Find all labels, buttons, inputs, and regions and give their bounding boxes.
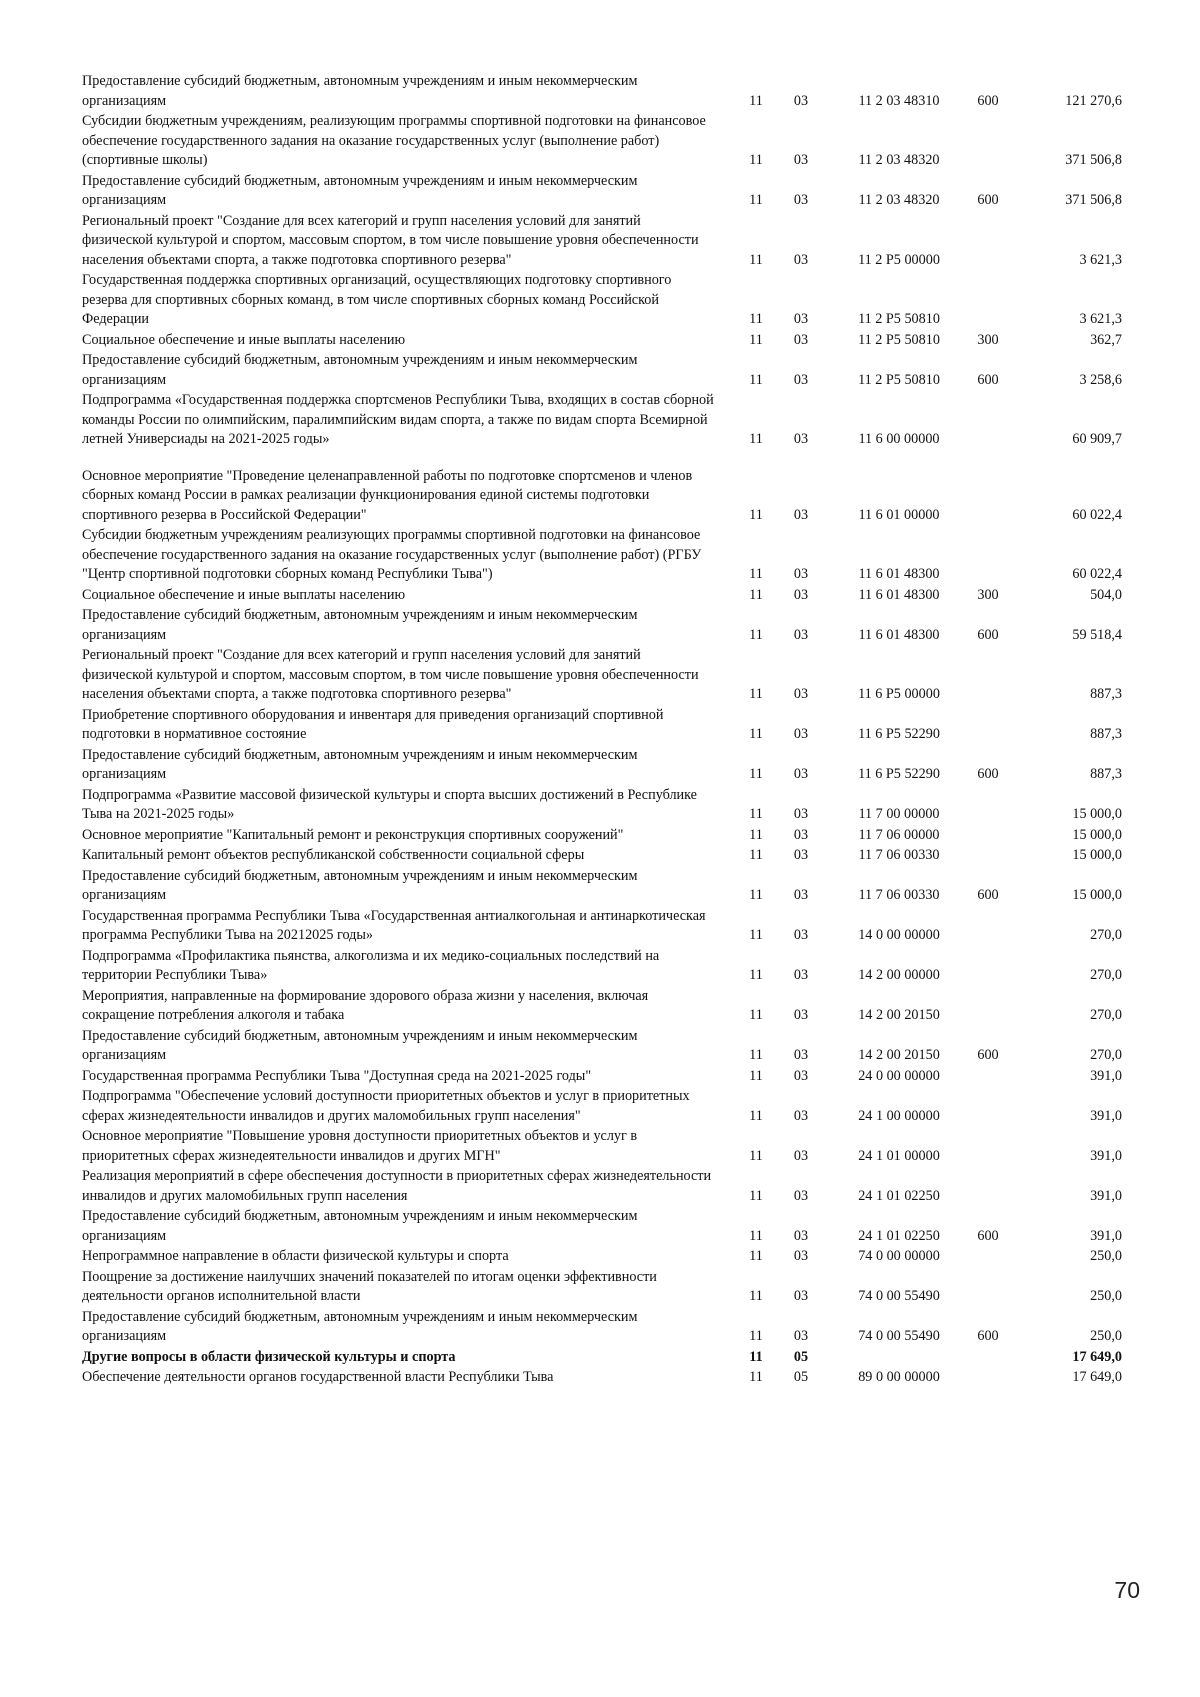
table-row <box>82 271 1130 331</box>
row-section-code: 11 <box>749 1328 763 1344</box>
row-expense-type-code: 300 <box>977 586 999 603</box>
row-target-article-code: 74 0 00 55490 <box>858 1288 940 1304</box>
row-description: Социальное обеспечение и иные выплаты населению <box>82 331 406 348</box>
table-row <box>82 172 1130 212</box>
row-amount: 15 000,0 <box>1072 826 1122 843</box>
row-expense-type-code: 600 <box>977 192 999 208</box>
row-section-code: 11 <box>749 826 763 843</box>
row-target-article-code: 11 2 03 48320 <box>858 192 940 208</box>
row-description: Основное мероприятие "Повышение уровня доступности приоритетных объектов и услуг в приоритетных сферах жизнедеятельности инвалидов и других МГН" <box>82 1128 638 1164</box>
row-description: Капитальный ремонт объектов республиканской собственности социальной сферы <box>82 847 585 863</box>
row-target-article-code: 14 2 00 00000 <box>858 967 940 983</box>
table-row <box>82 947 1130 987</box>
row-subsection-code: 03 <box>793 1107 809 1124</box>
row-description: Социальное обеспечение и иные выплаты населению <box>82 586 406 603</box>
row-expense-type-code <box>958 1348 1018 1369</box>
row-expense-type-code <box>958 1268 1018 1308</box>
row-amount: 887,3 <box>1090 726 1122 742</box>
row-subsection-code: 03 <box>793 1067 809 1084</box>
table-row <box>82 1268 1130 1308</box>
row-description: Мероприятия, направленные на формирование здорового образа жизни у населения, включая сокращение потребления алкоголя и табака <box>82 987 649 1023</box>
row-expense-type-code <box>958 1087 1018 1127</box>
row-section-code: 11 <box>749 626 763 643</box>
row-expense-type-code: 600 <box>977 887 999 903</box>
row-expense-type-code <box>958 1247 1018 1268</box>
row-subsection-code: 03 <box>793 371 809 388</box>
row-amount: 270,0 <box>1090 967 1122 983</box>
row-amount: 270,0 <box>1090 1007 1122 1023</box>
row-subsection-code: 03 <box>793 806 809 822</box>
row-subsection-code: 03 <box>793 566 809 582</box>
table-row <box>82 72 1130 112</box>
row-section-code: 11 <box>749 927 763 943</box>
row-expense-type-code: 600 <box>977 1227 999 1244</box>
row-amount: 391,0 <box>1090 1147 1122 1164</box>
row-description: Подпрограмма «Государственная поддержка спортсменов Республики Тыва, входящих в состав сборной команды России по олимпийским, паралимпийским видам спорта, а также по видам спорта Всемирной летней Универсиады на 2021-2025 годы» <box>82 392 714 447</box>
row-amount: 60 022,4 <box>1072 566 1122 582</box>
row-section-code: 11 <box>749 506 763 523</box>
row-subsection-code: 03 <box>793 431 809 447</box>
row-target-article-code: 11 2 P5 50810 <box>858 371 940 388</box>
row-target-article-code: 14 2 00 20150 <box>858 1007 940 1023</box>
row-subsection-code: 03 <box>793 1328 809 1344</box>
row-amount: 17 649,0 <box>1072 1369 1122 1385</box>
row-description: Предоставление субсидий бюджетным, автономным учреждениям и иным некоммерческим организациям <box>82 746 638 782</box>
row-section-code: 11 <box>749 967 763 983</box>
row-target-article-code: 74 0 00 00000 <box>858 1248 940 1264</box>
row-amount: 504,0 <box>1090 586 1122 603</box>
row-amount: 371 506,8 <box>1065 152 1122 168</box>
row-description: Предоставление субсидий бюджетным, автономным учреждениям и иным некоммерческим организациям <box>82 867 638 903</box>
row-amount: 15 000,0 <box>1072 887 1122 903</box>
row-target-article-code: 24 1 01 02250 <box>858 1227 940 1244</box>
row-description: Подпрограмма "Обеспечение условий доступности приоритетных объектов и услуг в приоритетных сферах жизнедеятельности инвалидов и других маломобильных групп населения" <box>82 1088 690 1124</box>
row-subsection-code: 03 <box>793 1248 809 1264</box>
row-section-code: 11 <box>749 1107 763 1124</box>
table-row <box>82 586 1130 607</box>
row-subsection-code: 05 <box>793 1369 809 1385</box>
row-target-article-code: 11 7 06 00330 <box>858 887 940 903</box>
row-section-code: 11 <box>749 92 763 109</box>
row-section-code: 11 <box>749 1187 763 1204</box>
row-subsection-code: 03 <box>793 1187 809 1204</box>
row-section-code: 11 <box>749 311 763 327</box>
row-expense-type-code: 600 <box>977 371 999 388</box>
table-row <box>82 212 1130 272</box>
table-row <box>82 331 1130 352</box>
row-description: Региональный проект "Создание для всех категорий и групп населения условий для занятий физической культурой и спортом, массовым спортом, в том числе повышение уровня обеспеченности населения объектами спорта, а также подготовка спортивного резерва" <box>82 212 699 268</box>
row-target-article-code: 11 2 03 48310 <box>858 92 940 109</box>
row-target-article-code: 11 6 01 00000 <box>858 506 940 523</box>
table-row <box>82 987 1130 1027</box>
row-amount: 270,0 <box>1090 1047 1122 1063</box>
row-subsection-code: 03 <box>793 726 809 742</box>
row-target-article-code: 11 7 06 00330 <box>858 847 940 863</box>
row-section-code: 11 <box>749 1147 763 1164</box>
row-expense-type-code: 600 <box>977 92 999 109</box>
row-target-article-code: 11 2 P5 00000 <box>858 251 940 268</box>
row-expense-type-code <box>958 706 1018 746</box>
row-subsection-code: 03 <box>793 92 809 109</box>
row-target-article-code: 11 2 03 48320 <box>858 152 940 168</box>
row-amount: 362,7 <box>1090 331 1122 348</box>
row-description: Предоставление субсидий бюджетным, автономным учреждениям и иным некоммерческим организациям <box>82 352 638 388</box>
row-section-code: 11 <box>749 1067 763 1084</box>
row-section-code: 11 <box>749 806 763 822</box>
table-row <box>82 1127 1130 1167</box>
row-target-article-code: 14 0 00 00000 <box>858 927 940 943</box>
row-description: Приобретение спортивного оборудования и инвентаря для приведения организаций спортивной подготовки в нормативное состояние <box>82 706 664 742</box>
row-section-code: 11 <box>749 431 763 447</box>
row-section-code: 11 <box>749 847 763 863</box>
row-amount: 391,0 <box>1090 1187 1122 1204</box>
table-row <box>82 646 1130 706</box>
row-section-code: 11 <box>749 586 763 603</box>
row-amount: 17 649,0 <box>1072 1348 1122 1365</box>
table-row <box>82 1247 1130 1268</box>
row-subsection-code: 03 <box>793 826 809 843</box>
row-expense-type-code <box>958 826 1018 847</box>
row-expense-type-code <box>958 112 1018 172</box>
row-subsection-code: 03 <box>793 152 809 168</box>
table-row <box>82 706 1130 746</box>
row-subsection-code: 03 <box>793 766 809 782</box>
row-target-article-code: 89 0 00 00000 <box>858 1369 940 1385</box>
budget-table <box>82 72 1130 1389</box>
row-amount: 3 258,6 <box>1079 371 1122 388</box>
row-subsection-code: 03 <box>793 331 809 348</box>
row-target-article-code: 11 7 00 00000 <box>858 806 940 822</box>
row-description: Субсидии бюджетным учреждениям, реализующим программы спортивной подготовки на финансовое обеспечение государственного задания на оказание государственных услуг (выполнение работ) (спортивные школы) <box>82 113 706 168</box>
table-row <box>82 907 1130 947</box>
table-row <box>82 351 1130 391</box>
row-description: Обеспечение деятельности органов государственной власти Республики Тыва <box>82 1369 554 1385</box>
row-target-article-code: 14 2 00 20150 <box>858 1047 940 1063</box>
table-row <box>82 112 1130 172</box>
row-target-article-code: 11 6 P5 52290 <box>858 726 940 742</box>
row-description: Непрограммное направление в области физической культуры и спорта <box>82 1248 509 1264</box>
row-subsection-code: 03 <box>793 1007 809 1023</box>
row-description: Основное мероприятие "Капитальный ремонт и реконструкция спортивных сооружений" <box>82 826 624 843</box>
row-subsection-code: 03 <box>793 1147 809 1164</box>
row-description: Подпрограмма «Развитие массовой физической культуры и спорта высших достижений в Республике Тыва на 2021-2025 годы» <box>82 786 697 822</box>
row-subsection-code: 05 <box>793 1348 809 1365</box>
row-target-article-code: 11 2 P5 50810 <box>858 311 940 327</box>
row-target-article-code: 11 2 P5 50810 <box>858 331 940 348</box>
table-row <box>82 1087 1130 1127</box>
row-section-code: 11 <box>749 1227 763 1244</box>
table-row <box>82 606 1130 646</box>
row-subsection-code: 03 <box>793 586 809 603</box>
row-target-article-code: 11 6 01 48300 <box>858 586 940 603</box>
row-expense-type-code <box>958 451 1018 527</box>
table-row <box>82 1067 1130 1088</box>
row-subsection-code: 03 <box>793 847 809 863</box>
row-subsection-code: 03 <box>793 1227 809 1244</box>
row-amount: 59 518,4 <box>1072 626 1122 643</box>
row-section-code: 11 <box>749 1248 763 1264</box>
row-target-article-code: 11 7 06 00000 <box>858 826 940 843</box>
table-row <box>82 451 1130 527</box>
row-expense-type-code <box>958 271 1018 331</box>
page-number: 70 <box>1114 1577 1140 1603</box>
row-section-code: 11 <box>749 887 763 903</box>
row-expense-type-code <box>958 1368 1018 1389</box>
table-row <box>82 846 1130 867</box>
row-subsection-code: 03 <box>793 1288 809 1304</box>
row-amount: 121 270,6 <box>1065 92 1122 109</box>
row-expense-type-code <box>958 987 1018 1027</box>
row-target-article-code: 11 6 01 48300 <box>858 626 940 643</box>
row-amount: 60 022,4 <box>1072 506 1122 523</box>
row-section-code: 11 <box>749 1369 763 1385</box>
row-amount: 15 000,0 <box>1072 806 1122 822</box>
row-description: Государственная программа Республики Тыва "Доступная среда на 2021-2025 годы" <box>82 1067 592 1084</box>
row-amount: 391,0 <box>1090 1067 1122 1084</box>
row-amount: 887,3 <box>1090 766 1122 782</box>
row-target-article-code: 74 0 00 55490 <box>858 1328 940 1344</box>
row-amount: 250,0 <box>1090 1288 1122 1304</box>
row-expense-type-code: 600 <box>977 766 999 782</box>
row-amount: 371 506,8 <box>1065 192 1122 208</box>
row-amount: 250,0 <box>1090 1328 1122 1344</box>
table-row <box>82 526 1130 586</box>
row-subsection-code: 03 <box>793 1047 809 1063</box>
row-amount: 15 000,0 <box>1072 847 1122 863</box>
row-section-code: 11 <box>749 1348 763 1365</box>
row-amount: 270,0 <box>1090 927 1122 943</box>
row-description: Реализация мероприятий в сфере обеспечения доступности в приоритетных сферах жизнедеятельности инвалидов и других маломобильных групп населения <box>82 1168 712 1204</box>
table-row <box>82 1207 1130 1247</box>
row-expense-type-code: 600 <box>977 626 999 643</box>
row-subsection-code: 03 <box>793 251 809 268</box>
row-description: Региональный проект "Создание для всех категорий и групп населения условий для занятий физической культурой и спортом, массовым спортом, в том числе повышение уровня обеспеченности населения объектами спорта, а также подготовка спортивного резерва" <box>82 647 699 702</box>
row-section-code: 11 <box>749 1047 763 1063</box>
row-subsection-code: 03 <box>793 927 809 943</box>
row-description: Государственная программа Республики Тыва «Государственная антиалкогольная и антинаркотическая программа Республики Тыва на 20212025 годы» <box>82 907 706 943</box>
row-expense-type-code <box>958 846 1018 867</box>
row-description: Государственная поддержка спортивных организаций, осуществляющих подготовку спортивного резерва для спортивных сборных команд, в том числе спортивных сборных команд Российской Федерации <box>82 272 672 327</box>
row-section-code: 11 <box>749 566 763 582</box>
row-description: Предоставление субсидий бюджетным, автономным учреждениям и иным некоммерческим организациям <box>82 73 638 109</box>
table-row <box>82 1027 1130 1067</box>
row-expense-type-code: 600 <box>977 1047 999 1063</box>
table-row <box>82 826 1130 847</box>
row-section-code: 11 <box>749 371 763 388</box>
row-amount: 391,0 <box>1090 1107 1122 1124</box>
row-description: Другие вопросы в области физической культуры и спорта <box>82 1348 456 1365</box>
table-row <box>82 786 1130 826</box>
row-subsection-code: 03 <box>793 311 809 327</box>
row-description: Основное мероприятие "Проведение целенаправленной работы по подготовке спортсменов и членов сборных команд России в рамках реализации функционирования единой системы подготовки спортивного резерва в Российской Федерации" <box>82 467 693 523</box>
row-section-code: 11 <box>749 686 763 702</box>
row-expense-type-code <box>958 947 1018 987</box>
row-section-code: 11 <box>749 726 763 742</box>
row-section-code: 11 <box>749 331 763 348</box>
row-subsection-code: 03 <box>793 506 809 523</box>
row-subsection-code: 03 <box>793 967 809 983</box>
row-description: Предоставление субсидий бюджетным, автономным учреждениям и иным некоммерческим организациям <box>82 607 638 643</box>
row-section-code: 11 <box>749 766 763 782</box>
row-section-code: 11 <box>749 192 763 208</box>
row-description: Подпрограмма «Профилактика пьянства, алкоголизма и их медико-социальных последствий на территории Республики Тыва» <box>82 947 660 983</box>
row-description: Предоставление субсидий бюджетным, автономным учреждениям и иным некоммерческим организациям <box>82 1308 638 1344</box>
row-amount: 391,0 <box>1090 1227 1122 1244</box>
row-expense-type-code <box>958 391 1018 451</box>
row-target-article-code: 24 1 01 02250 <box>858 1187 940 1204</box>
row-description: Поощрение за достижение наилучших значений показателей по итогам оценки эффективности деятельности органов исполнительной власти <box>82 1268 657 1304</box>
row-subsection-code: 03 <box>793 887 809 903</box>
row-expense-type-code <box>958 907 1018 947</box>
row-section-code: 11 <box>749 251 763 268</box>
row-target-article-code: 11 6 P5 00000 <box>858 686 940 702</box>
table-row <box>82 391 1130 451</box>
row-description: Предоставление субсидий бюджетным, автономным учреждениям и иным некоммерческим организациям <box>82 1027 638 1063</box>
row-description: Субсидии бюджетным учреждениям реализующих программы спортивной подготовки на финансовое обеспечение государственного задания на оказание государственных услуг (выполнение работ) (РГБУ "Центр спортивной подготовки сборных команд Республики Тыва") <box>82 527 702 582</box>
row-subsection-code: 03 <box>793 626 809 643</box>
table-row <box>82 1167 1130 1207</box>
table-row <box>82 867 1130 907</box>
row-amount: 887,3 <box>1090 686 1122 702</box>
row-expense-type-code <box>958 1127 1018 1167</box>
row-expense-type-code: 300 <box>977 331 999 348</box>
row-section-code: 11 <box>749 152 763 168</box>
row-subsection-code: 03 <box>793 192 809 208</box>
table-row <box>82 1348 1130 1369</box>
row-expense-type-code <box>958 1067 1018 1088</box>
row-expense-type-code <box>958 786 1018 826</box>
row-target-article-code: 24 0 00 00000 <box>858 1067 940 1084</box>
row-description: Предоставление субсидий бюджетным, автономным учреждениям и иным некоммерческим организациям <box>82 1208 638 1244</box>
table-row <box>82 1308 1130 1348</box>
row-target-article-code: 24 1 00 00000 <box>858 1107 940 1124</box>
row-expense-type-code <box>958 646 1018 706</box>
row-expense-type-code: 600 <box>977 1328 999 1344</box>
row-subsection-code: 03 <box>793 686 809 702</box>
row-target-article-code: 11 6 P5 52290 <box>858 766 940 782</box>
row-expense-type-code <box>958 526 1018 586</box>
row-amount: 60 909,7 <box>1072 431 1122 447</box>
budget-table-body <box>82 72 1130 1389</box>
row-target-article-code <box>826 1348 958 1369</box>
table-row <box>82 746 1130 786</box>
row-expense-type-code <box>958 212 1018 272</box>
row-target-article-code: 11 6 00 00000 <box>858 431 940 447</box>
row-section-code: 11 <box>749 1288 763 1304</box>
row-amount: 3 621,3 <box>1079 311 1122 327</box>
row-description: Предоставление субсидий бюджетным, автономным учреждениям и иным некоммерческим организациям <box>82 172 638 208</box>
row-expense-type-code <box>958 1167 1018 1207</box>
row-amount: 250,0 <box>1090 1248 1122 1264</box>
row-target-article-code: 24 1 01 00000 <box>858 1147 940 1164</box>
table-row <box>82 1368 1130 1389</box>
row-amount: 3 621,3 <box>1079 251 1122 268</box>
row-section-code: 11 <box>749 1007 763 1023</box>
row-target-article-code: 11 6 01 48300 <box>858 566 940 582</box>
